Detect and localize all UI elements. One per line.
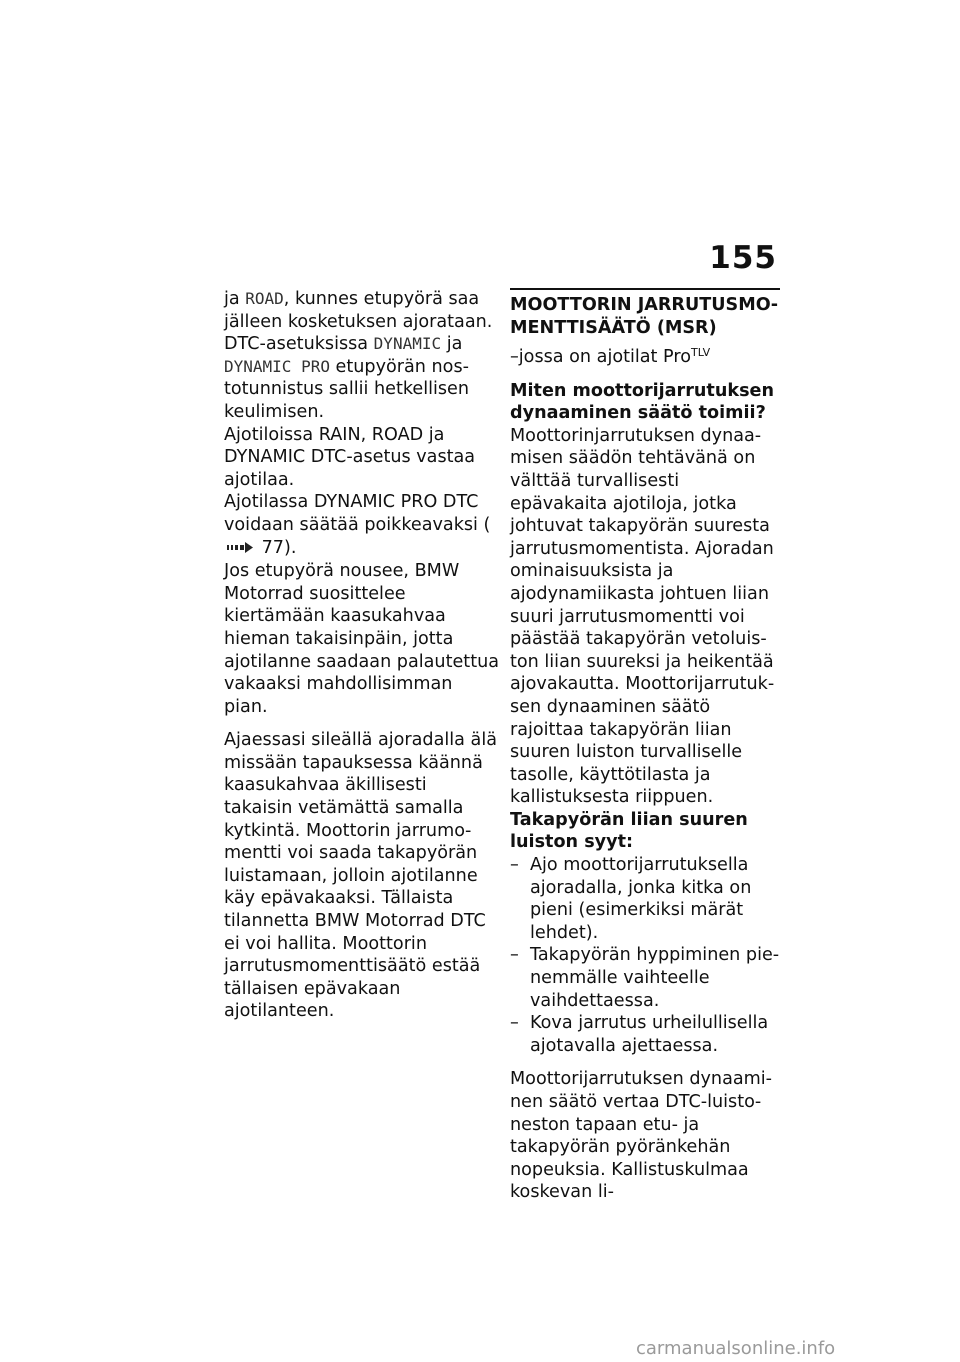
option-code: TLV <box>690 346 711 359</box>
mode-dynamic: DYNAMIC <box>373 334 442 354</box>
heading-how-it-works: Miten moottorijarrutuksen dynaaminen säätö toimii? <box>510 380 775 424</box>
text: ja <box>441 334 463 355</box>
dash: – <box>510 1013 519 1034</box>
text: , kunnes etupyörä saa jälleen kosketuksen ajorataan. DTC-asetuksissa <box>224 289 493 355</box>
text: 77). <box>256 537 297 558</box>
section-title: MOOTTORIN JARRUTUSMOMENTTISÄÄTÖ (MSR) <box>510 288 780 340</box>
list-item-text: Kova jarrutus urheilullisella ajotavalla ajettaessa. <box>530 1013 769 1056</box>
paragraph-wheelie <box>224 288 500 424</box>
mode-dynamic-pro: DYNAMIC PRO <box>224 356 330 376</box>
heading-causes: Takapyörän liian suuren luiston syyt: <box>510 809 748 853</box>
list-item-text: Ajo moottorijarrutuksella ajoradalla, jonka kitka on pieni (esimerkiksi märät lehdet). <box>530 855 752 943</box>
text: etupyörän nostotunnistus sallii hetkellisen keulimisen. <box>224 356 470 422</box>
option-note <box>510 346 780 369</box>
arrow-reference-icon <box>227 538 253 561</box>
watermark: carmanualsonline.info <box>636 1338 836 1359</box>
mode-road: ROAD <box>245 289 284 308</box>
right-column <box>510 288 780 1204</box>
list-item-text: Takapyörän hyppiminen pienemmälle vaihteelle vaihdettaessa. <box>530 945 780 1011</box>
dash: – <box>510 945 519 966</box>
paragraph-smooth-road: Ajaessasi sileällä ajoradalla älä missään tapauksessa käännä kaasukahvaa äkillisesti takaisin vetämättä samalla kytkintä. Moottorin jarrumomentti voi saada takapyörän luistamaan, jolloin ajotilanne käy epävakaaksi. Tällaista tilannetta BMW Motorrad DTC ei voi hallita. Moottorin jarrutusmomenttisäätö estää tällaisen epävakaan ajotilanteen. <box>224 730 497 1022</box>
paragraph-msr-purpose: Moottorinjarrutuksen dynaamisen säädön tehtävänä on välttää turvallisesti epävakaita ajotiloja, jotka johtuvat takapyörän suuresta jarrutusmomentista. Ajoradan ominaisuuksista ja ajodynamiikasta johtuen liian suuri jarrutusmomentti voi päästää takapyörän vetoluiston liian suureksi ja heikentää ajovakautta. Moottorijarrutuksen dynaaminen säätö rajoittaa takapyörän liian suuren luiston turvalliselle tasolle, käyttötilasta ja kallistuksesta riippuen. <box>510 425 775 808</box>
paragraph-front-wheel-lifts: Jos etupyörä nousee, BMW Motorrad suosittelee kiertämään kaasukahvaa hieman takaisinpäin, jotta ajotilanne saadaan palautettua vakaaksi mahdollisimman pian. <box>224 561 500 717</box>
list-item <box>510 854 780 944</box>
causes-list <box>510 854 780 1057</box>
list-item <box>510 1012 780 1057</box>
paragraph-ride-modes: Ajotiloissa RAIN, ROAD ja DYNAMIC DTC-asetus vastaa ajotilaa. <box>224 424 476 490</box>
text: –jossa on ajotilat Pro <box>510 347 691 367</box>
paragraph-msr-compare: Moottorijarrutuksen dynaaminen säätö vertaa DTC-luistoneston tapaan etu- ja takapyörän pyöränkehän nopeuksia. Kallistuskulmaa koskevan li- <box>510 1069 773 1203</box>
left-column <box>224 288 500 1023</box>
page-number: 155 <box>709 240 777 276</box>
text: ja <box>224 289 246 309</box>
text: Ajotilassa DYNAMIC PRO DTC voidaan säätää poikkeavaksi ( <box>224 492 491 535</box>
dash: – <box>510 855 519 876</box>
paragraph-dynamic-pro <box>224 491 500 560</box>
list-item <box>510 944 780 1012</box>
